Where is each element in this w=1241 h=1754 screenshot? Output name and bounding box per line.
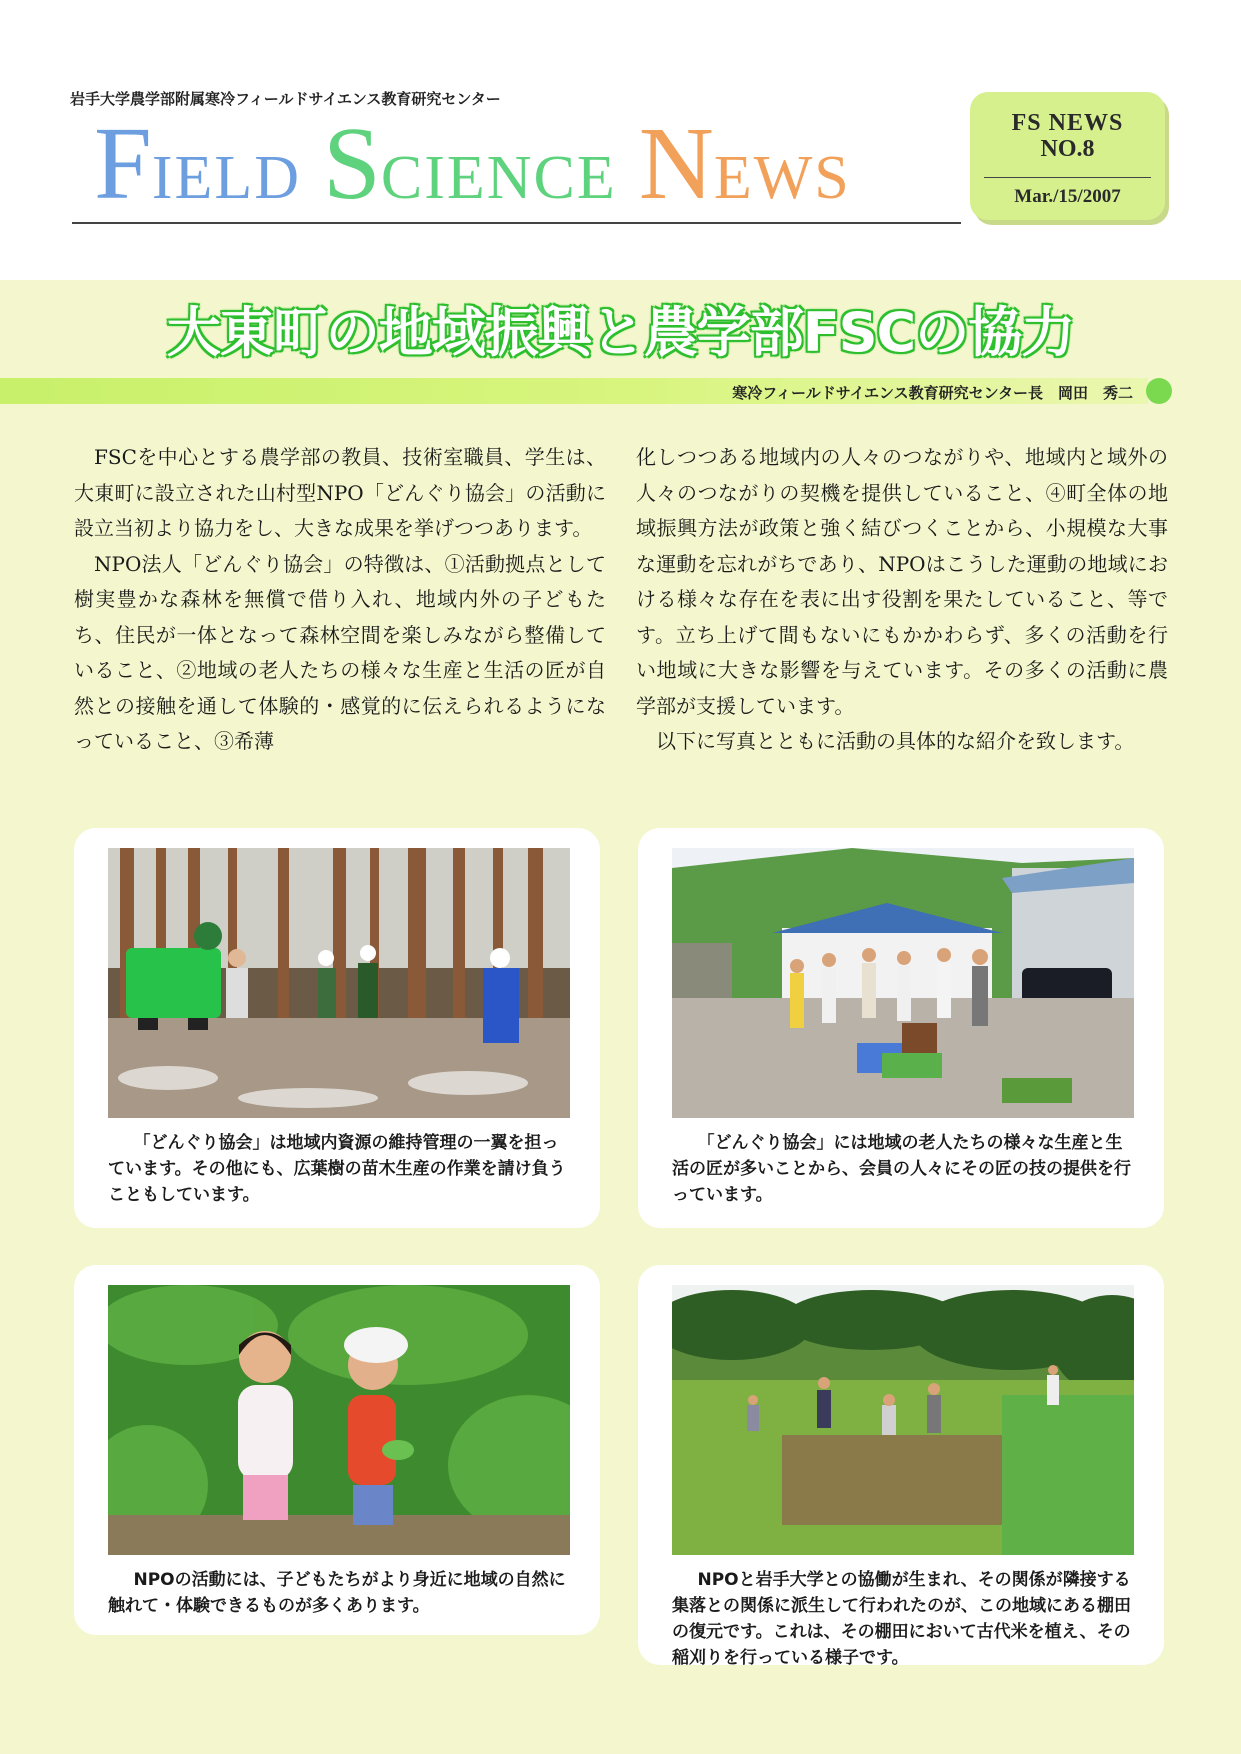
issue-number: NO.8	[1040, 136, 1095, 162]
article-author: 寒冷フィールドサイエンス教育研究センター長 岡田 秀二	[732, 384, 1133, 402]
logo-word3-rest: EWS	[713, 144, 851, 212]
photo-caption	[672, 1130, 1134, 1208]
photo-rice-harvest	[672, 1285, 1134, 1555]
caption-text: NPOの活動には、子どもたちがより身近に地域の自然に触れて・体験できるものが多くあります。	[108, 1570, 566, 1616]
header-divider	[72, 222, 961, 224]
photo-caption	[108, 1567, 570, 1619]
photo-children-nature	[108, 1285, 570, 1555]
photo-village-elders	[672, 848, 1134, 1118]
body-paragraph: 化しつつある地域内の人々のつながりや、地域内と域外の人々のつながりの契機を提供していること、④町全体の地域振興方法が政策と強く結びつくことから、小規模な大事な運動を忘れがちであり、NPOはこうした運動の地域における様々な存在を表に出す役割を果たしていること、等です。立ち上げて間もないにもかかわらず、多くの活動を行い地域に大きな影響を与えています。その多くの活動に農学部が支援しています。	[636, 445, 1168, 718]
body-paragraph: 以下に写真とともに活動の具体的な紹介を致します。	[656, 729, 1135, 753]
logo-word2-initial: S	[323, 106, 381, 221]
green-dot-icon	[1146, 378, 1172, 404]
logo-word3-initial: N	[638, 106, 714, 221]
issue-series: FS NEWS	[1011, 110, 1124, 136]
photo-card-village	[638, 828, 1164, 1228]
photo-card-forest	[74, 828, 600, 1228]
issue-divider	[984, 177, 1151, 178]
body-paragraph: FSCを中心とする農学部の教員、技術室職員、学生は、大東町に設立された山村型NPO「どんぐり協会」の活動に設立当初より協力をし、大きな成果を挙げつつあります。	[74, 445, 606, 540]
field-science-news-logo	[94, 106, 873, 221]
logo-word2-rest: CIENCE	[380, 144, 617, 212]
photo-card-children	[74, 1265, 600, 1635]
photo-forest-work	[108, 848, 570, 1118]
photo-caption	[108, 1130, 570, 1208]
logo-word1-initial: F	[94, 106, 152, 221]
body-column-left	[74, 440, 606, 760]
caption-text: 「どんぐり協会」には地域の老人たちの様々な生産と生活の匠が多いことから、会員の人々にその匠の技の提供を行っています。	[672, 1133, 1131, 1205]
article-title: 大東町の地域振興と農学部FSCの協力	[166, 301, 1075, 364]
issue-date: Mar./15/2007	[1014, 186, 1121, 207]
organization-name: 岩手大学農学部附属寒冷フィールドサイエンス教育研究センター	[70, 90, 501, 108]
issue-box	[970, 92, 1165, 220]
body-paragraph: NPO法人「どんぐり協会」の特徴は、①活動拠点として樹実豊かな森林を無償で借り入れ、地域内外の子どもたち、住民が一体となって森林空間を楽しみながら整備していること、②地域の老人たちの様々な生産と生活の匠が自然との接触を通して体験的・感覚的に伝えられるようになっていること、③希薄	[74, 551, 606, 753]
photo-card-rice-terrace	[638, 1265, 1164, 1668]
logo-word1-rest: IELD	[151, 144, 302, 212]
body-column-right	[636, 440, 1168, 760]
caption-text: NPOと岩手大学との協働が生まれ、その関係が隣接する集落との関係に派生して行われたのが、この地域にある棚田の復元です。これは、その棚田において古代米を植え、その稲刈りを行っている様子です。	[672, 1570, 1131, 1668]
photo-caption	[672, 1567, 1134, 1671]
masthead	[0, 0, 1241, 275]
caption-text: 「どんぐり協会」は地域内資源の維持管理の一翼を担っています。その他にも、広葉樹の苗木生産の作業を請け負うこともしています。	[108, 1133, 566, 1205]
